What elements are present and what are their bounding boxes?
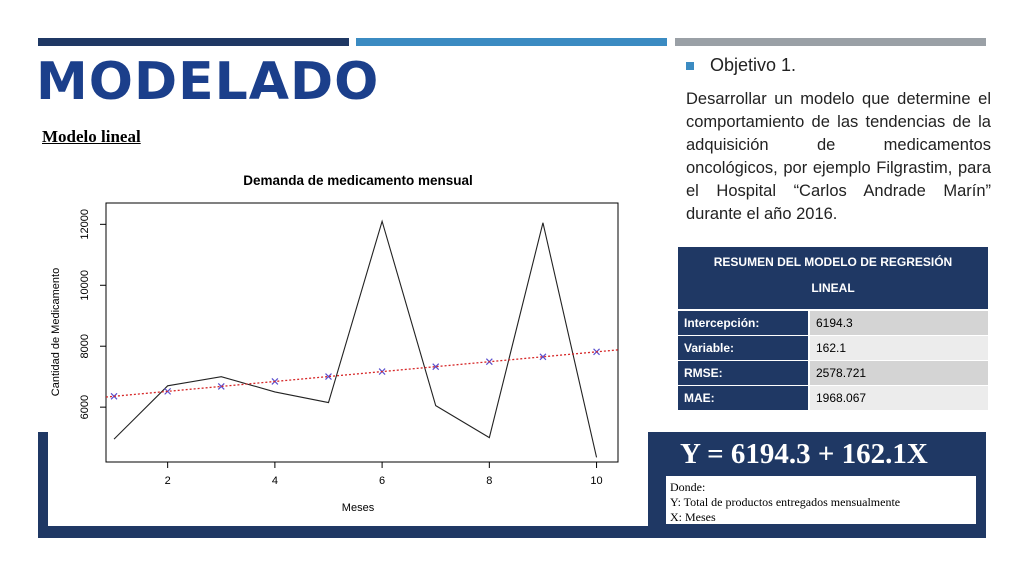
objective-heading-row [686,55,991,76]
y-tick-label: 8000 [79,333,91,359]
objective-block [686,55,991,226]
summary-header [678,247,988,309]
x-axis-label: Meses [341,502,375,514]
summary-value: 162.1 [809,336,988,361]
objective-heading: Objetivo 1. [710,55,797,75]
summary-label: Variable: [678,336,809,361]
plot-frame [106,203,618,462]
equation-notes [666,476,976,524]
x-tick-label: 2 [164,475,171,487]
notes-where: Donde: [670,480,706,494]
demand-line [114,221,597,457]
y-tick-label: 6000 [79,394,91,420]
frame-bottom-bar [38,526,986,538]
objective-text: Desarrollar un modelo que determine el comportamiento de las tendencias de la adquisición de medicamentos oncológicos, por ejemplo Filgrastim, para el Hospital “Carlos Andrade Marín” durante el año 2016. [686,90,991,223]
summary-value: 1968.067 [809,386,988,411]
page-title: MODELADO [36,52,380,112]
x-tick-label: 10 [590,475,603,487]
x-tick-label: 6 [379,475,386,487]
summary-title-line1: RESUMEN DEL MODELO DE REGRESIÓN [713,255,953,269]
summary-table [678,311,988,411]
notes-y-definition: Y: Total de productos entregados mensualmente [670,495,901,509]
y-axis-label: Cantidad de Medicamento [50,267,62,397]
regression-equation: Y = 6194.3 + 162.1X [680,438,928,470]
summary-label: Intercepción: [678,311,809,336]
summary-value: 6194.3 [809,311,988,336]
x-tick-label: 8 [486,475,493,487]
summary-title-line2: LINEAL [811,281,855,295]
summary-label: MAE: [678,386,809,411]
summary-row [678,361,988,386]
chart-title: Demanda de medicamento mensual [243,173,473,188]
section-subtitle: Modelo lineal [42,127,141,146]
header-bar-blue [356,38,667,46]
frame-left-bar [38,432,48,538]
y-tick-label: 12000 [79,209,91,240]
header-bar-gray [675,38,986,46]
y-tick-label: 10000 [79,269,92,301]
summary-row [678,386,988,411]
header-bar-dark [38,38,349,46]
notes-x-definition: X: Meses [670,510,716,524]
summary-value: 2578.721 [809,361,988,386]
x-tick-label: 4 [271,475,278,487]
chart-panel [48,160,650,526]
summary-label: RMSE: [678,361,809,386]
trend-line [106,350,618,397]
summary-row [678,336,988,361]
summary-row [678,311,988,336]
regression-summary [678,247,988,411]
bullet-icon [686,62,694,70]
demand-chart [48,160,650,526]
